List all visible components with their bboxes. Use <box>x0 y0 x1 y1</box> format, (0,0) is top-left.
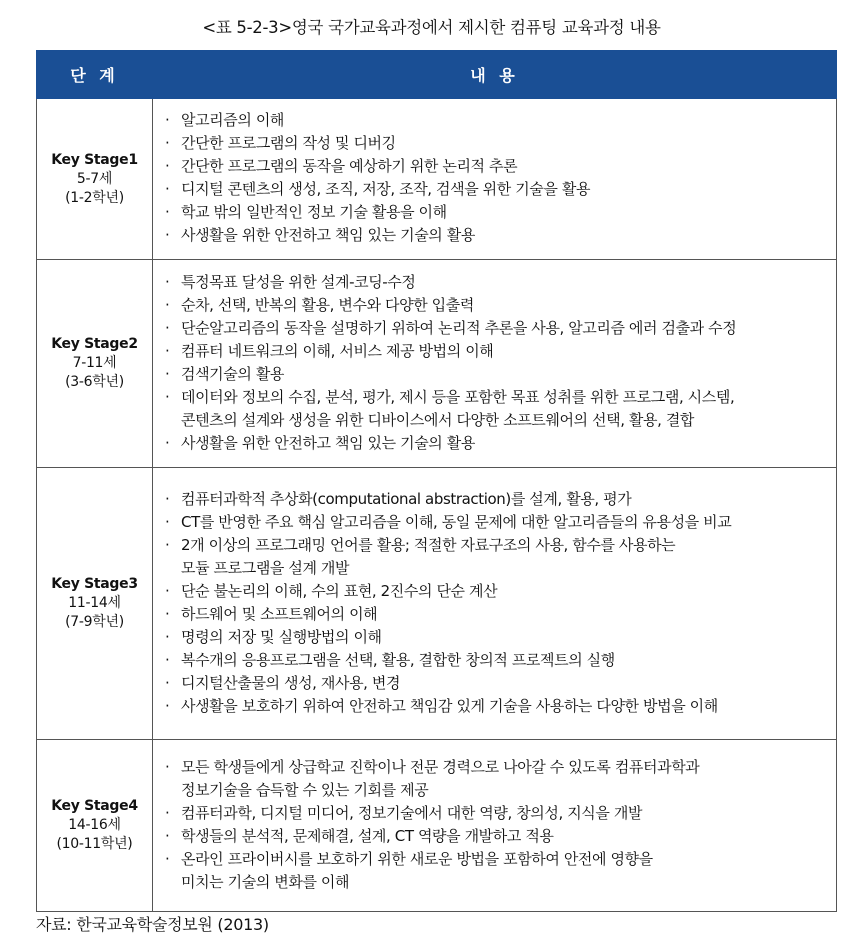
stage-age: 7-11세 <box>72 355 117 371</box>
table-caption: <표 5-2-3>영국 국가교육과정에서 제시한 컴퓨팅 교육과정 내용 <box>202 18 661 37</box>
list-item <box>157 756 832 802</box>
bullet-icon: · <box>165 512 170 531</box>
bullet-icon: · <box>165 757 170 776</box>
list-item <box>157 340 832 363</box>
list-item <box>157 511 832 534</box>
stage-age: 11-14세 <box>68 595 121 611</box>
list-item-text: 2개 이상의 프로그래밍 언어를 활용; 적절한 자료구조의 사용, 함수를 사용하는 <box>181 535 676 554</box>
bullet-icon: · <box>165 157 170 175</box>
list-item-text: 복수개의 응용프로그램을 선택, 활용, 결합한 창의적 프로젝트의 실행 <box>181 650 615 669</box>
stage-cell <box>37 260 153 468</box>
bullet-icon: · <box>165 180 170 198</box>
list-item-text: 단순 불논리의 이해, 수의 표현, 2진수의 단순 계산 <box>181 581 498 600</box>
list-item <box>157 109 832 132</box>
list-item <box>157 178 832 201</box>
bullet-icon: · <box>165 604 170 623</box>
list-item <box>157 695 832 718</box>
bullet-icon: · <box>165 650 170 669</box>
list-item <box>157 432 832 455</box>
list-item-text: 디지털산출물의 생성, 재사용, 변경 <box>181 673 401 692</box>
bullet-icon: · <box>165 295 170 314</box>
list-item <box>157 488 832 511</box>
list-item <box>157 224 832 247</box>
list-item-text: 단순알고리즘의 동작을 설명하기 위하여 논리적 추론을 사용, 알고리즘 에러 검출과 수정 <box>181 318 737 337</box>
bullet-icon: · <box>165 826 170 845</box>
stage-grade: (1-2학년) <box>65 189 124 206</box>
list-item <box>157 155 832 178</box>
list-item <box>157 825 832 848</box>
bullet-icon: · <box>165 489 170 508</box>
table-row <box>37 468 837 740</box>
bullet-icon: · <box>165 803 170 822</box>
list-item-text: 사생활을 보호하기 위하여 안전하고 책임감 있게 기술을 사용하는 다양한 방법을 이해 <box>181 696 718 715</box>
stage-name: Key Stage1 <box>51 151 138 168</box>
table-row <box>37 740 837 912</box>
stage-name: Key Stage2 <box>51 336 138 352</box>
list-item-text: 데이터와 정보의 수집, 분석, 평가, 제시 등을 포함한 목표 성취를 위한 프로그램, 시스템, <box>181 387 735 406</box>
bullet-icon: · <box>165 134 170 152</box>
content-cell <box>153 468 837 740</box>
bullet-icon: · <box>165 203 170 221</box>
content-list <box>157 109 832 247</box>
bullet-icon: · <box>165 226 170 244</box>
stage-name: Key Stage3 <box>51 576 138 592</box>
bullet-icon: · <box>165 272 170 291</box>
stage-name: Key Stage4 <box>51 798 138 814</box>
table-row <box>37 99 837 260</box>
list-item <box>157 626 832 649</box>
content-cell <box>153 99 837 260</box>
list-item <box>157 132 832 155</box>
list-item-text: 순차, 선택, 반복의 활용, 변수와 다양한 입출력 <box>181 295 474 314</box>
list-item <box>157 802 832 825</box>
list-item-text: 모든 학생들에게 상급학교 진학이나 전문 경력으로 나아갈 수 있도록 컴퓨터과학과 <box>181 757 700 776</box>
bullet-icon: · <box>165 849 170 868</box>
list-item-text: 정보기술을 습득할 수 있는 기회를 제공 <box>181 780 429 799</box>
list-item-text: 검색기술의 활용 <box>181 364 284 383</box>
list-item <box>157 534 832 580</box>
bullet-icon: · <box>165 111 170 129</box>
list-item-text: 학교 밖의 일반적인 정보 기술 활용을 이해 <box>181 203 447 221</box>
header-content: 내 용 <box>153 51 837 99</box>
bullet-icon: · <box>165 627 170 646</box>
curriculum-table <box>36 50 837 912</box>
list-item-text: 디지털 콘텐츠의 생성, 조직, 저장, 조작, 검색을 위한 기술을 활용 <box>181 180 591 198</box>
list-item-text: 컴퓨터과학적 추상화(computational abstraction)를 설계, 활용, 평가 <box>181 489 632 508</box>
list-item <box>157 848 832 894</box>
list-item-text: 컴퓨터 네트워크의 이해, 서비스 제공 방법의 이해 <box>181 341 494 360</box>
list-item-text: 콘텐츠의 설계와 생성을 위한 디바이스에서 다양한 소프트웨어의 선택, 활용, 결합 <box>181 410 695 429</box>
list-item-text: 미치는 기술의 변화를 이해 <box>181 872 350 891</box>
bullet-icon: · <box>165 387 170 406</box>
list-item-text: 컴퓨터과학, 디지털 미디어, 정보기술에서 대한 역량, 창의성, 지식을 개발 <box>181 803 643 822</box>
list-item-text: 온라인 프라이버시를 보호하기 위한 새로운 방법을 포함하여 안전에 영향을 <box>181 849 653 868</box>
list-item <box>157 603 832 626</box>
stage-cell <box>37 99 153 260</box>
stage-cell <box>37 740 153 912</box>
bullet-icon: · <box>165 318 170 337</box>
list-item-text: 간단한 프로그램의 동작을 예상하기 위한 논리적 추론 <box>181 157 518 175</box>
source-note: 자료: 한국교육학술정보원 (2013) <box>36 915 269 934</box>
table-header-row <box>37 51 837 99</box>
bullet-icon: · <box>165 696 170 715</box>
bullet-icon: · <box>165 581 170 600</box>
stage-cell <box>37 468 153 740</box>
list-item <box>157 294 832 317</box>
content-list <box>157 756 832 894</box>
stage-age: 14-16세 <box>68 817 121 833</box>
list-item-text: 특정목표 달성을 위한 설계-코딩-수정 <box>181 272 416 291</box>
table-row <box>37 260 837 468</box>
list-item <box>157 363 832 386</box>
list-item <box>157 271 832 294</box>
content-list <box>157 271 832 455</box>
header-stage: 단 계 <box>37 51 153 99</box>
list-item-text: 하드웨어 및 소프트웨어의 이해 <box>181 604 378 623</box>
list-item-text: 학생들의 분석적, 문제해결, 설계, CT 역량을 개발하고 적용 <box>181 826 554 845</box>
list-item <box>157 580 832 603</box>
list-item <box>157 672 832 695</box>
bullet-icon: · <box>165 364 170 383</box>
list-item-text: 알고리즘의 이해 <box>181 111 284 129</box>
content-list <box>157 488 832 718</box>
content-cell <box>153 260 837 468</box>
stage-age: 5-7세 <box>76 170 113 187</box>
content-cell <box>153 740 837 912</box>
list-item-text: CT를 반영한 주요 핵심 알고리즘을 이해, 동일 문제에 대한 알고리즘들의 유용성을 비교 <box>181 512 732 531</box>
list-item-text: 사생활을 위한 안전하고 책임 있는 기술의 활용 <box>181 226 475 244</box>
bullet-icon: · <box>165 433 170 452</box>
list-item-text: 모듈 프로그램을 설계 개발 <box>181 558 350 577</box>
stage-grade: (3-6학년) <box>65 374 124 390</box>
bullet-icon: · <box>165 535 170 554</box>
list-item <box>157 201 832 224</box>
stage-grade: (7-9학년) <box>65 614 124 630</box>
list-item <box>157 649 832 672</box>
list-item <box>157 386 832 432</box>
list-item <box>157 317 832 340</box>
list-item-text: 명령의 저장 및 실행방법의 이해 <box>181 627 382 646</box>
bullet-icon: · <box>165 341 170 360</box>
bullet-icon: · <box>165 673 170 692</box>
list-item-text: 간단한 프로그램의 작성 및 디버깅 <box>181 134 396 152</box>
list-item-text: 사생활을 위한 안전하고 책임 있는 기술의 활용 <box>181 433 475 452</box>
stage-grade: (10-11학년) <box>56 836 133 852</box>
